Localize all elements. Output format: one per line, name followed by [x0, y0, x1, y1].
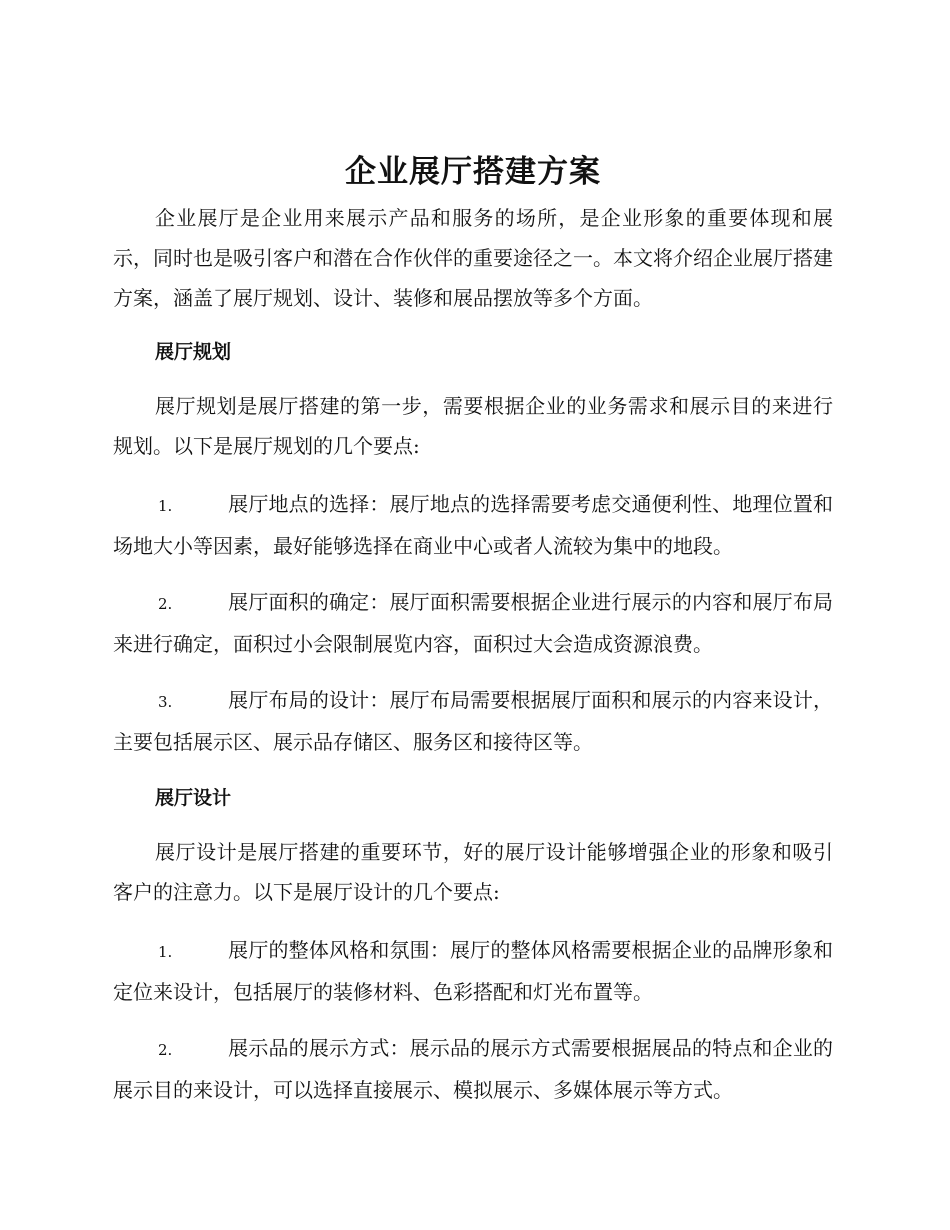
list-item	[113, 930, 833, 1012]
section-design	[113, 778, 833, 1110]
list-item	[113, 484, 833, 566]
section-planning	[113, 332, 833, 762]
section-intro: 展厅规划是展厅搭建的第一步，需要根据企业的业务需求和展示目的来进行规划。以下是展厅规划的几个要点:	[113, 394, 833, 458]
list-number: 2.	[158, 595, 173, 613]
list-text: 展厅布局的设计：展厅布局需要根据展厅面积和展示的内容来设计，主要包括展示区、展示品存储区、服务区和接待区等。	[113, 688, 833, 754]
intro-paragraph: 企业展厅是企业用来展示产品和服务的场所，是企业形象的重要体现和展示，同时也是吸引客户和潜在合作伙伴的重要途径之一。本文将介绍企业展厅搭建方案，涵盖了展厅规划、设计、装修和展品摆放等多个方面。	[113, 206, 833, 310]
document-title: 企业展厅搭建方案	[345, 154, 601, 190]
list-text: 展厅面积的确定：展厅面积需要根据企业进行展示的内容和展厅布局来进行确定，面积过小会限制展览内容，面积过大会造成资源浪费。	[113, 590, 833, 656]
document-page	[113, 150, 833, 1126]
list-number: 3.	[158, 693, 173, 711]
list-number: 1.	[158, 497, 173, 515]
list-item	[113, 680, 833, 762]
list-text: 展厅地点的选择：展厅地点的选择需要考虑交通便利性、地理位置和场地大小等因素，最好能够选择在商业中心或者人流较为集中的地段。	[113, 492, 833, 558]
section-intro: 展厅设计是展厅搭建的重要环节，好的展厅设计能够增强企业的形象和吸引客户的注意力。以下是展厅设计的几个要点:	[113, 840, 833, 904]
list-number: 2.	[158, 1041, 173, 1059]
section-heading: 展厅设计	[155, 787, 232, 809]
list-text: 展示品的展示方式：展示品的展示方式需要根据展品的特点和企业的展示目的来设计，可以选择直接展示、模拟展示、多媒体展示等方式。	[113, 1036, 833, 1102]
list-text: 展厅的整体风格和氛围：展厅的整体风格需要根据企业的品牌形象和定位来设计，包括展厅的装修材料、色彩搭配和灯光布置等。	[113, 938, 833, 1004]
list-number: 1.	[158, 943, 173, 961]
section-heading: 展厅规划	[155, 341, 232, 363]
list-item	[113, 582, 833, 664]
list-item	[113, 1028, 833, 1110]
